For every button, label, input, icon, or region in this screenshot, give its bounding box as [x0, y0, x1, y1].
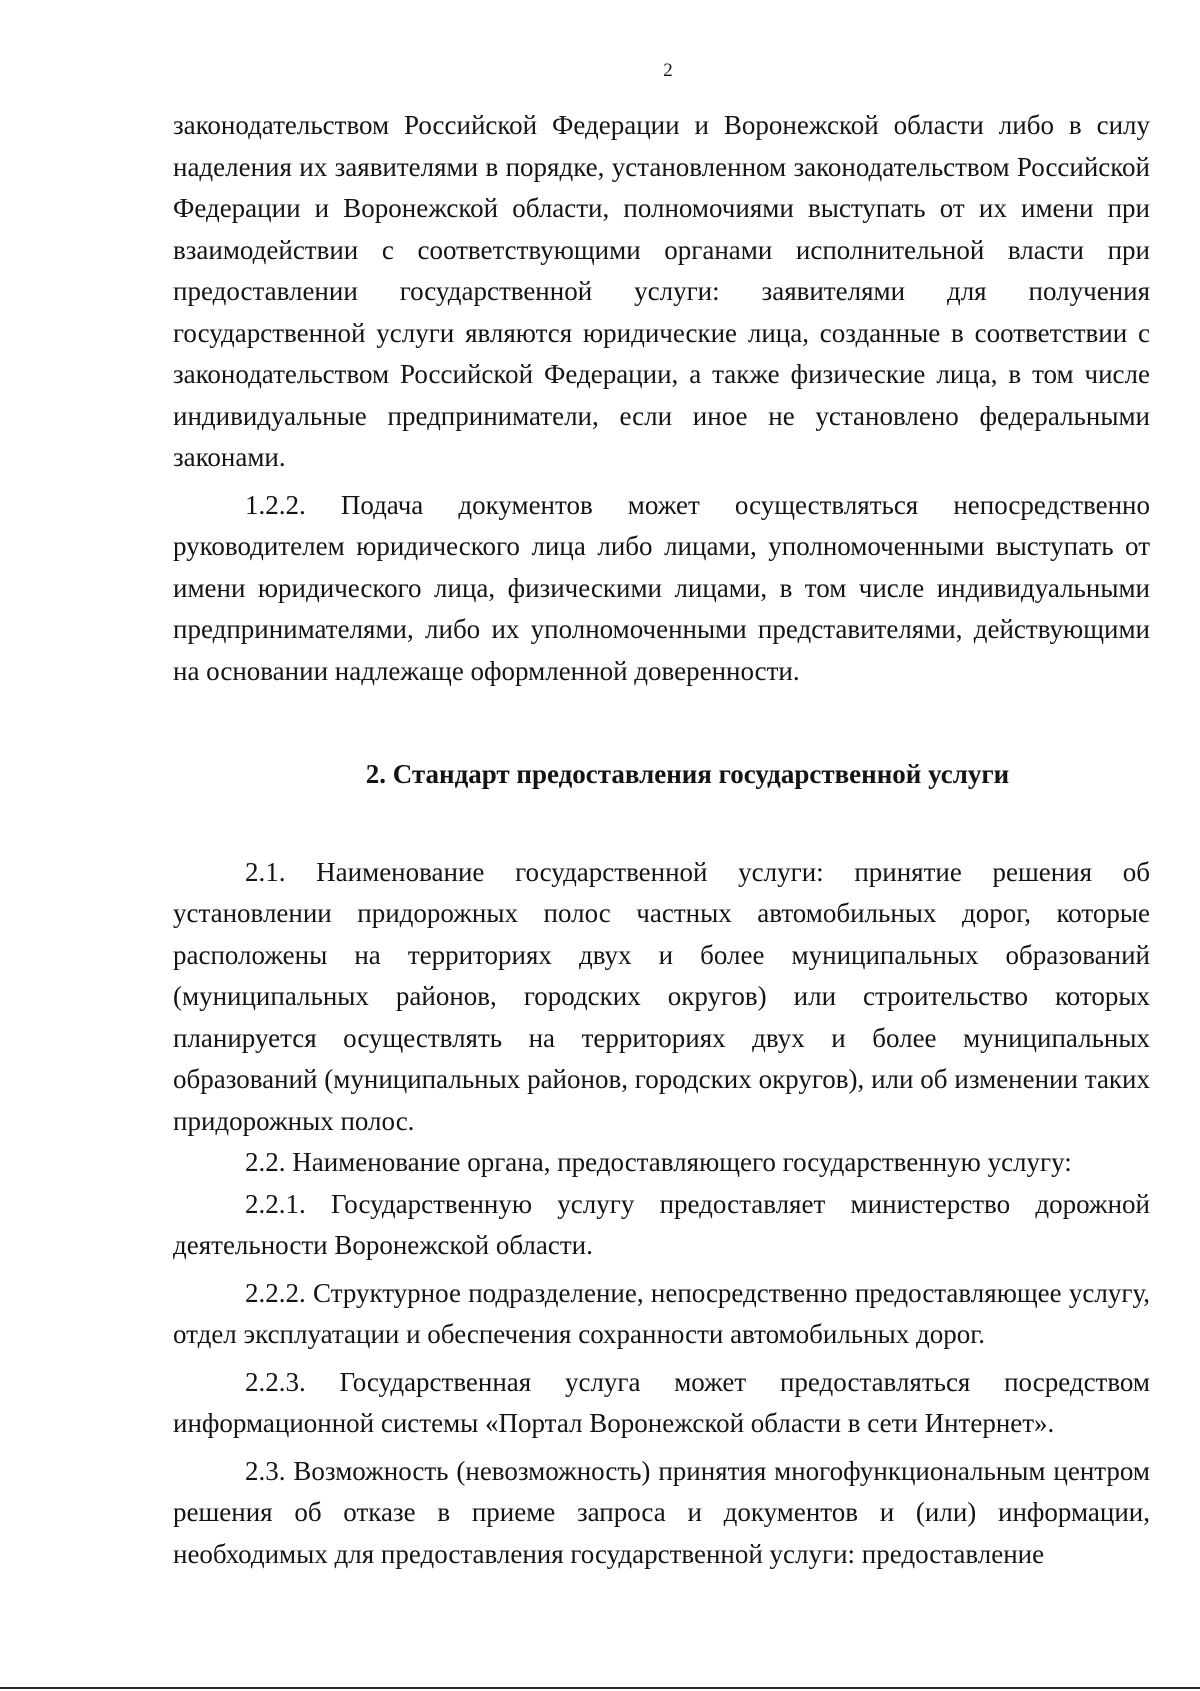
- page-number: 2: [663, 60, 673, 81]
- scan-edge-line: [0, 1687, 1200, 1689]
- paragraph-1-2-2: 1.2.2. Подача документов может осуществляться непосредственно руководителем юридического лица либо лицами, уполномоченными выступать от имени юридического лица, физическими лицами, в том числе индивидуальными предпринимателями, либо их уполномоченными представителями, действующими на основании надлежаще оформленной доверенности.: [173, 489, 1150, 686]
- paragraph-2-2-3: 2.2.3. Государственная услуга может предоставляться посредством информационной системы «Портал Воронежской области в сети Интернет».: [173, 1366, 1150, 1438]
- paragraph-2-2-2: 2.2.2. Структурное подразделение, непосредственно предоставляющее услугу, отдел эксплуатации и обеспечения сохранности автомобильных дорог.: [173, 1277, 1150, 1349]
- document-body: [173, 105, 1150, 1575]
- paragraph-2-2-1: 2.2.1. Государственную услугу предоставляет министерство дорожной деятельности Воронежской области.: [173, 1188, 1150, 1260]
- paragraph-2-3: 2.3. Возможность (невозможность) принятия многофункциональным центром решения об отказе в приеме запроса и документов и (или) информации, необходимых для предоставления государственной услуги: предоставление: [173, 1455, 1150, 1569]
- paragraph-2-2: 2.2. Наименование органа, предоставляющего государственную услугу:: [245, 1147, 1072, 1177]
- paragraph-2-1: 2.1. Наименование государственной услуги: принятие решения об установлении придорожных полос частных автомобильных дорог, которые расположены на территориях двух и более муниципальных образований (муниципальных районов, городских округов) или строительство которых планируется осуществлять на территориях двух и более муниципальных образований (муниципальных районов, городских округов), или об изменении таких придорожных полос.: [173, 856, 1150, 1136]
- section-title: 2. Стандарт предоставления государственной услуги: [365, 759, 1010, 789]
- paragraph-applicants-continued: законодательством Российской Федерации и Воронежской области либо в силу наделения их заявителями в порядке, установленном законодательством Российской Федерации и Воронежской области, полномочиями выступать от их имени при взаимодействии с соответствующими органами исполнительной власти при предоставлении государственной услуги: заявителями для получения государственной услуги являются юридические лица, созданные в соответствии с законодательством Российской Федерации, а также физические лица, в том числе индивидуальные предприниматели, если иное не установлено федеральными законами.: [173, 110, 1150, 472]
